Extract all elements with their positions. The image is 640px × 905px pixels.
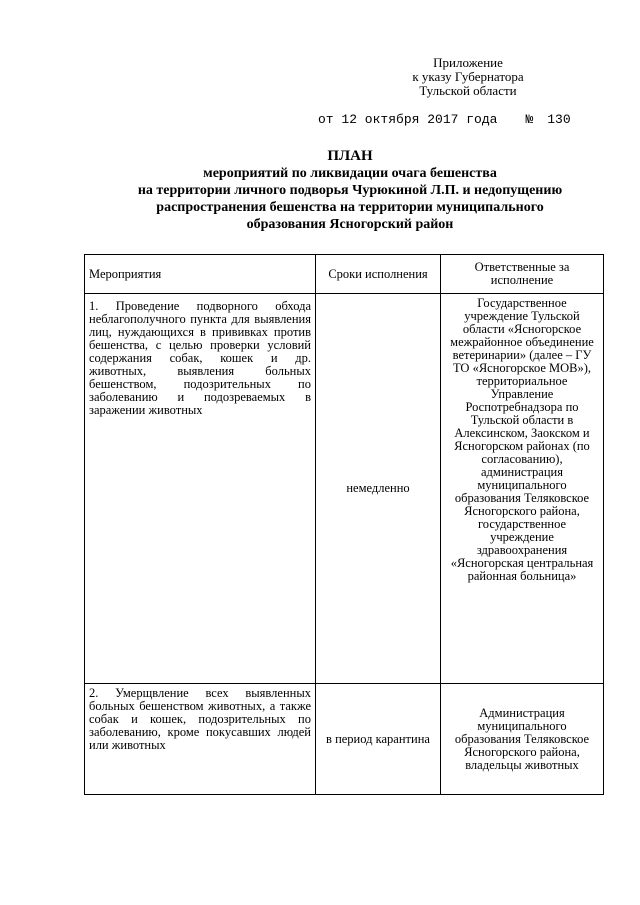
header-deadline: Сроки исполнения	[316, 255, 441, 294]
annex-line-2: к указу Губернатора	[412, 69, 524, 84]
decree-date: от 12 октября 2017 года	[318, 112, 498, 127]
table-row	[85, 684, 604, 795]
table-row	[85, 294, 604, 684]
plan-table	[84, 254, 604, 795]
plan-title-line-3: распространения бешенства на территории муниципального	[156, 200, 544, 215]
decree-number-sign: №	[525, 112, 534, 127]
row-1-responsible: Государственное учреждение Тульской области «Ясногорское межрайонное объединение ветеринарии» (далее – ГУ ТО «Ясногорское МОВ»), территориальное Управление Роспотребнадзора по Тульской области в Алексинском, Заокском и Ясногорском районах (по согласованию), администрация муниципального образования Теляковское Ясногорского района, государственное учреждение здравоохранения «Ясногорская центральная районная больница»	[441, 294, 604, 684]
decree-number: 130	[547, 112, 571, 127]
plan-title-line-4: образования Ясногорский район	[246, 217, 454, 232]
row-2-measure: 2. Умерщвление всех выявленных больных бешенством животных, а также собак и кошек, подозрительных по заболеванию, кроме покусавших людей или животных	[85, 684, 316, 795]
row-2-responsible: Администрация муниципального образования Теляковское Ясногорского района, владельцы животных	[441, 684, 604, 795]
plan-title-line-2: на территории личного подворья Чурюкиной Л.П. и недопущению	[137, 183, 563, 198]
row-1-measure: 1. Проведение подворного обхода неблагополучного пункта для выявления лиц, нуждающихся в прививках против бешенства, с целью проверки условий содержания собак, кошек и др. животных, выявления больных бешенством, подозрительных по заболеванию и подозреваемых в заражении животных	[85, 294, 316, 684]
plan-title	[90, 148, 610, 233]
row-2-deadline: в период карантина	[316, 684, 441, 795]
annex-line-1: Приложение	[433, 55, 503, 70]
annex-block	[388, 56, 548, 98]
row-1-deadline: немедленно	[316, 294, 441, 684]
table-header-row	[85, 255, 604, 294]
header-responsible: Ответственные за исполнение	[441, 255, 604, 294]
annex-line-3: Тульской области	[419, 83, 517, 98]
header-measures: Мероприятия	[85, 255, 316, 294]
plan-title-line-1: мероприятий по ликвидации очага бешенства	[203, 166, 497, 181]
plan-heading: ПЛАН	[327, 148, 373, 164]
decree-line	[318, 112, 571, 127]
